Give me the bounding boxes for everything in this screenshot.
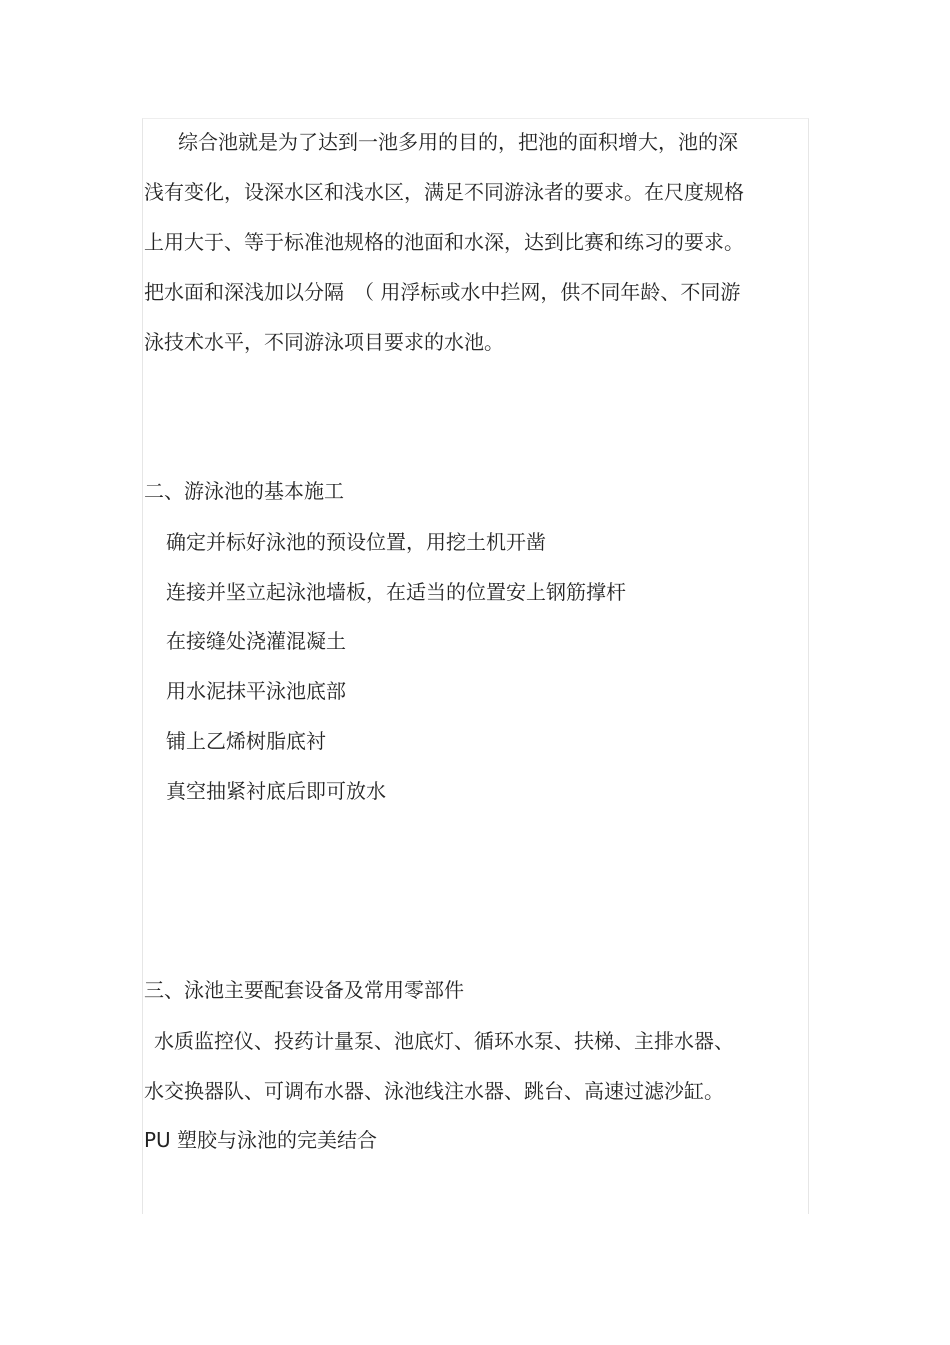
intro-line: 把水面和深浅加以分隔 （ 用浮标或水中拦网，供不同年龄、不同游 (144, 280, 741, 304)
pu-note: PU 塑胶与泳池的完美结合 (144, 1128, 378, 1152)
intro-line: 综合池就是为了达到一池多用的目的，把池的面积增大，池的深 (178, 130, 738, 154)
intro-line: 泳技术水平，不同游泳项目要求的水池。 (144, 330, 504, 354)
section-heading-equipment: 三、泳池主要配套设备及常用零部件 (144, 978, 464, 1002)
construction-step: 连接并坚立起泳池墙板，在适当的位置安上钢筋撑杆 (166, 580, 626, 604)
intro-line: 上用大于、等于标准池规格的池面和水深，达到比赛和练习的要求。 (144, 230, 744, 254)
construction-step: 用水泥抹平泳池底部 (166, 679, 346, 703)
construction-step: 铺上乙烯树脂底衬 (166, 729, 326, 753)
section-heading-construction: 二、游泳池的基本施工 (144, 479, 344, 503)
construction-step: 在接缝处浇灌混凝土 (166, 629, 346, 653)
construction-step: 确定并标好泳池的预设位置，用挖土机开凿 (166, 530, 546, 554)
equipment-line: 水质监控仪、投药计量泵、池底灯、循环水泵、扶梯、主排水器、 (154, 1029, 734, 1053)
intro-line: 浅有变化，设深水区和浅水区，满足不同游泳者的要求。在尺度规格 (144, 180, 744, 204)
construction-step: 真空抽紧衬底后即可放水 (166, 779, 386, 803)
equipment-line: 水交换器队、可调布水器、泳池线注水器、跳台、高速过滤沙缸。 (144, 1079, 724, 1103)
